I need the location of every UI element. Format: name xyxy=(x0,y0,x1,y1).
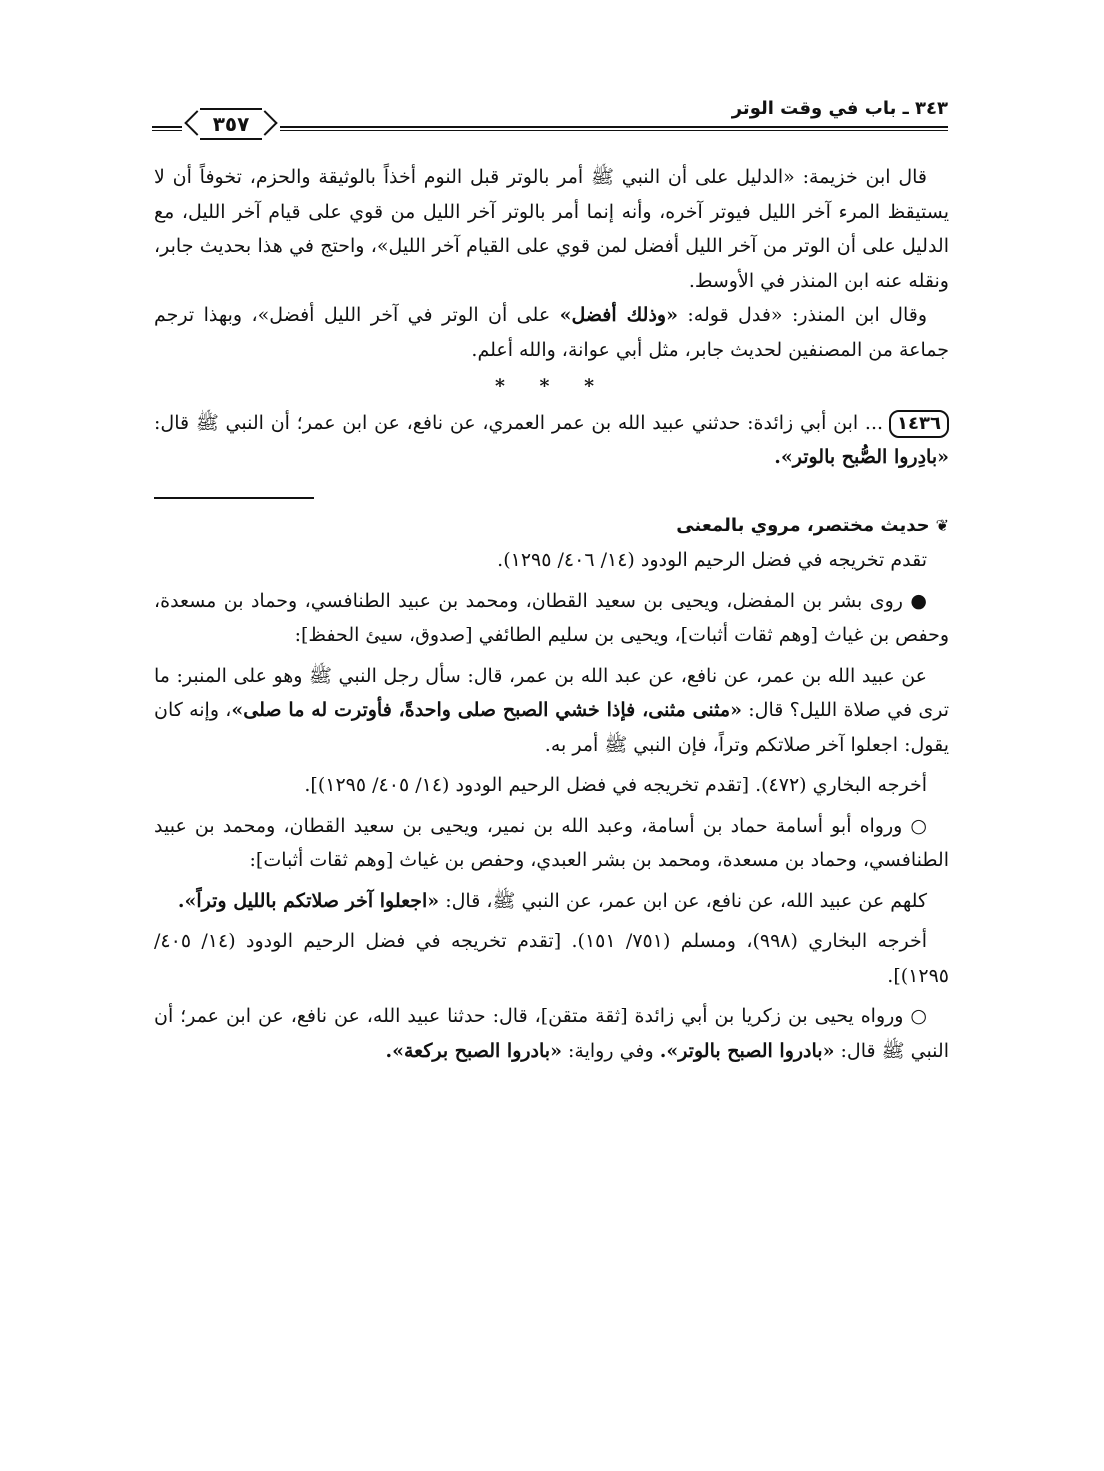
text-run: وفي رواية: xyxy=(561,1039,660,1062)
bold-quote: «اجعلوا آخر صلاتكم بالليل وتراً». xyxy=(177,889,440,912)
note-paragraph xyxy=(154,999,949,1068)
chapter-title: ٣٤٣ ـ باب في وقت الوتر xyxy=(731,98,948,119)
text-run: ... ابن أبي زائدة: حدثني عبيد الله بن عمر العمري، عن نافع، عن ابن عمر؛ أن النبي ﷺ قال: xyxy=(154,411,884,434)
text-run: وقال ابن المنذر: «فدل قوله: xyxy=(677,304,927,326)
paragraph: قال ابن خزيمة: «الدليل على أن النبي ﷺ أمر بالوتر قبل النوم أخذاً بالوثيقة والحزم، تخوفاً أن لا يستيقظ المرء آخر الليل فيوتر آخره، وأنه إنما أمر بالوتر آخر الليل من قوي على قيام آخر الليل، مع الدليل على أن الوتر من آخر الليل أفضل لمن قوي على القيام آخر الليل»، واحتج في هذا بحديث جابر، ونقله عنه ابن المنذر في الأوسط. xyxy=(154,166,949,292)
footnote-divider xyxy=(154,497,314,499)
notes-heading xyxy=(154,509,949,544)
notes-heading-text: حديث مختصر، مروي بالمعنى xyxy=(676,514,930,536)
hadith-number-badge: ١٤٣٦ xyxy=(889,410,949,438)
bold-quote: «بادروا الصبح بالوتر». xyxy=(659,1039,835,1062)
header-rule-left-thin xyxy=(152,130,182,131)
note-paragraph: أخرجه البخاري (٩٩٨)، ومسلم (٧٥١/ ١٥١). [تقدم تخريجه في فضل الرحيم الودود (١٤/ ٤٠٥/ ١٢٩٥)]. xyxy=(154,930,949,987)
page-number: ٣٥٧ xyxy=(212,112,250,136)
note-paragraph: ● روى بشر بن المفضل، ويحيى بن سعيد القطان، ومحمد بن عبيد الطنافسي، وحماد بن مسعدة، وحفص بن غياث [وهم ثقات أثبات]، ويحيى بن سليم الطائفي [صدوق، سيئ الحفظ]: xyxy=(154,589,949,646)
bold-quote: «مثنى مثنى، فإذا خشي الصبح صلى واحدةً، فأوترت له ما صلى» xyxy=(231,699,742,721)
header-rule-right xyxy=(280,126,948,128)
page-body xyxy=(154,160,949,1068)
header-rule-left xyxy=(152,126,182,128)
note-paragraph xyxy=(154,884,949,919)
note-paragraph: أخرجه البخاري (٤٧٢). [تقدم تخريجه في فضل الرحيم الودود (١٤/ ٤٠٥/ ١٢٩٥)]. xyxy=(304,774,927,796)
paragraph xyxy=(154,298,949,367)
text-run: كلهم عن عبيد الله، عن نافع، عن ابن عمر، عن النبي ﷺ، قال: xyxy=(439,889,927,912)
note-paragraph: تقدم تخريجه في فضل الرحيم الودود (١٤/ ٤٠٦/ ١٢٩٥). xyxy=(497,549,927,571)
hadith-text xyxy=(154,406,949,475)
bold-quote: «وذلك أفضل» xyxy=(559,304,678,326)
text-run: على أن الوتر في آخر الليل أفضل»، وبهذا ترجم جماعة من المصنفين لحديث جابر، مثل أبي عوانة، والله أعلم. xyxy=(154,304,949,361)
running-header xyxy=(152,92,948,138)
bold-quote: «بادِروا الصُّبح بالوتر». xyxy=(774,446,949,468)
text-run: ○ ورواه يحيى بن زكريا بن أبي زائدة [ثقة متقن]، قال: حدثنا عبيد الله، عن نافع، عن ابن عمر؛ أن النبي ﷺ قال: xyxy=(154,1005,949,1062)
note-paragraph: ○ ورواه أبو أسامة حماد بن أسامة، وعبد الله بن نمير، ويحيى بن سعيد القطان، ومحمد بن عبيد الطنافسي، وحماد بن مسعدة، ومحمد بن بشر العبدي، وحفص بن غياث [وهم ثقات أثبات]: xyxy=(154,814,949,871)
text-run: ، وإنه كان يقول: اجعلوا آخر صلاتكم وتراً، فإن النبي ﷺ أمر به. xyxy=(154,699,949,756)
note-paragraph xyxy=(154,659,949,763)
bullet-emblem-icon: ❦ xyxy=(935,515,949,535)
text-run: عن عبيد الله بن عمر، عن نافع، عن عبد الله بن عمر، قال: سأل رجل النبي ﷺ وهو على المنبر: ما ترى في صلاة الليل؟ قال: xyxy=(154,664,949,721)
page-number-badge xyxy=(190,106,272,142)
header-rule-right-thin xyxy=(280,130,948,131)
page-number-frame xyxy=(200,108,262,140)
bold-quote: «بادروا الصبح بركعة». xyxy=(385,1039,562,1062)
section-separator: * * * xyxy=(494,375,609,397)
